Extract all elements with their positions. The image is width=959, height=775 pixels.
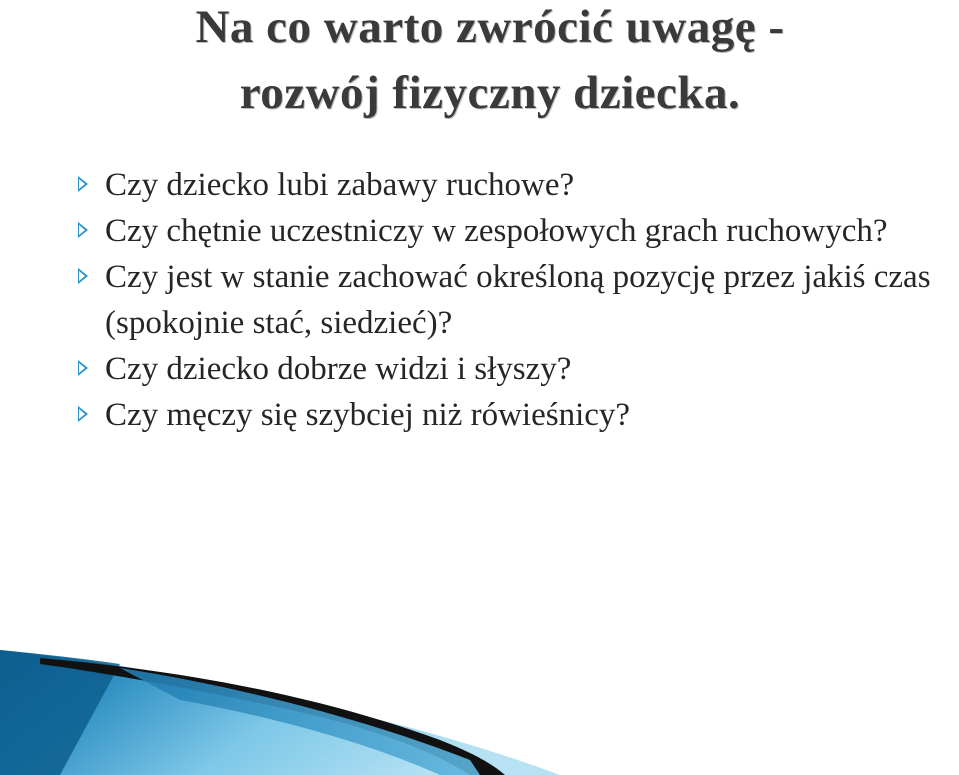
- bullet-list: [78, 162, 958, 438]
- bullet-item: [78, 346, 958, 392]
- wave-light-band: [0, 650, 560, 775]
- slide-title-line-1: Na co warto zwrócić uwagę -: [195, 1, 785, 53]
- bullet-text: Czy dziecko lubi zabawy ruchowe?: [105, 167, 575, 203]
- wave-stripe-black: [40, 658, 505, 775]
- bullet-text: Czy jest w stanie zachować określoną pozycję przez jakiś czas (spokojnie stać, siedzieć)?: [105, 259, 931, 341]
- triangle-bullet-icon: [78, 406, 88, 422]
- triangle-bullet-icon: [78, 222, 88, 238]
- bullet-text: Czy męczy się szybciej niż rówieśnicy?: [105, 397, 631, 433]
- bullet-text: Czy chętnie uczestniczy w zespołowych grach ruchowych?: [105, 213, 888, 249]
- slide-title-line-2: rozwój fizyczny dziecka.: [239, 67, 741, 119]
- bullet-item: [78, 208, 958, 254]
- bullet-item: [78, 162, 958, 208]
- bullet-item: [78, 254, 958, 346]
- wave-stripe-blue: [120, 668, 480, 775]
- bullet-text: Czy dziecko dobrze widzi i słyszy?: [105, 351, 572, 387]
- triangle-bullet-icon: [78, 268, 88, 284]
- slide-title: [60, 0, 920, 126]
- wave-dark-band: [0, 650, 120, 775]
- triangle-bullet-icon: [78, 176, 88, 192]
- bullet-item: [78, 392, 958, 438]
- triangle-bullet-icon: [78, 360, 88, 376]
